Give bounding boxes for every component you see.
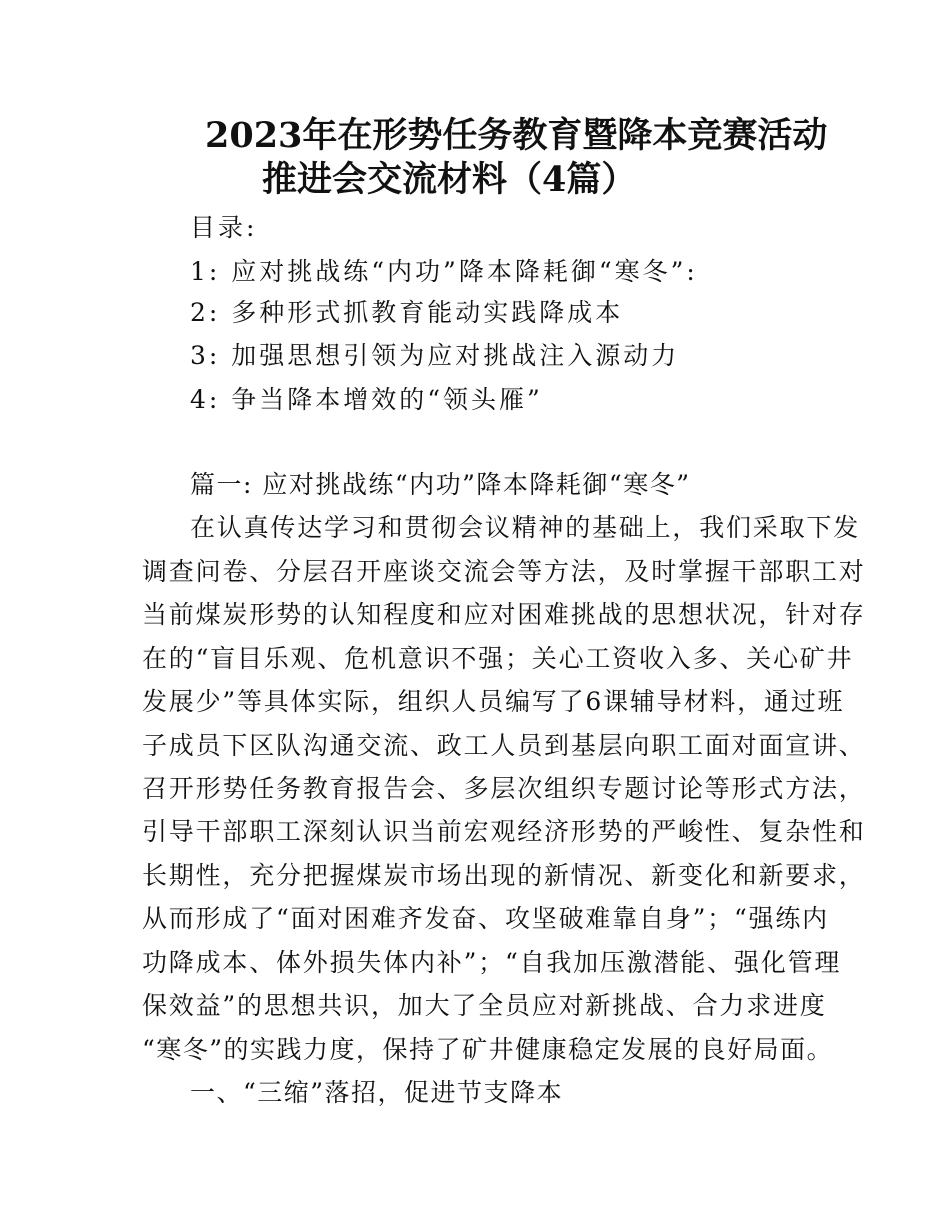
toc-item-1: 1: 应对挑战练“内功”降本降耗御“寒冬”: xyxy=(190,257,698,286)
section-heading: 篇一: 应对挑战练“内功”降本降耗御“寒冬” xyxy=(190,470,691,499)
body-line: 在的“盲目乐观、危机意识不强；关心工资收入多、关心矿井 xyxy=(142,644,854,673)
document-title-line-1: 2023年在形势任务教育暨降本竞赛活动 xyxy=(205,115,828,156)
sub-heading: 一、“三缩”落招，促进节支降本 xyxy=(190,1078,564,1107)
body-line: 长期性，充分把握煤炭市场出现的新情况、新变化和新要求， xyxy=(142,861,866,890)
toc-item-2: 2: 多种形式抓教育能动实践降成本 xyxy=(190,298,624,327)
body-line: 从而形成了“面对困难齐发奋、攻坚破难靠自身”；“强练内 xyxy=(142,904,829,933)
toc-item-3: 3: 加强思想引领为应对挑战注入源动力 xyxy=(190,341,680,370)
body-line: 发展少”等具体实际，组织人员编写了6课辅导材料，通过班 xyxy=(142,687,845,716)
body-line: 引导干部职工深刻认识当前宏观经济形势的严峻性、复杂性和 xyxy=(142,817,866,846)
body-line: “寒冬”的实践力度，保持了矿井健康稳定发展的良好局面。 xyxy=(142,1035,834,1064)
body-line: 保效益”的思想共识，加大了全员应对新挑战、合力求进度 xyxy=(142,991,827,1020)
body-line: 在认真传达学习和贯彻会议精神的基础上，我们采取下发 xyxy=(190,513,861,542)
body-line: 子成员下区队沟通交流、政工人员到基层向职工面对面宣讲、 xyxy=(142,731,866,760)
toc-item-4: 4: 争当降本增效的“领头雁” xyxy=(190,385,543,414)
body-line: 召开形势任务教育报告会、多层次组织专题讨论等形式方法， xyxy=(142,774,866,803)
body-line: 调查问卷、分层召开座谈交流会等方法，及时掌握干部职工对 xyxy=(142,557,866,586)
document-title-line-2: 推进会交流材料（4篇） xyxy=(262,159,637,200)
toc-label: 目录: xyxy=(190,213,258,242)
body-line: 当前煤炭形势的认知程度和应对困难挑战的思想状况，针对存 xyxy=(142,600,866,629)
body-line: 功降成本、体外损失体内补”；“自我加压激潜能、强化管理 xyxy=(142,948,842,977)
